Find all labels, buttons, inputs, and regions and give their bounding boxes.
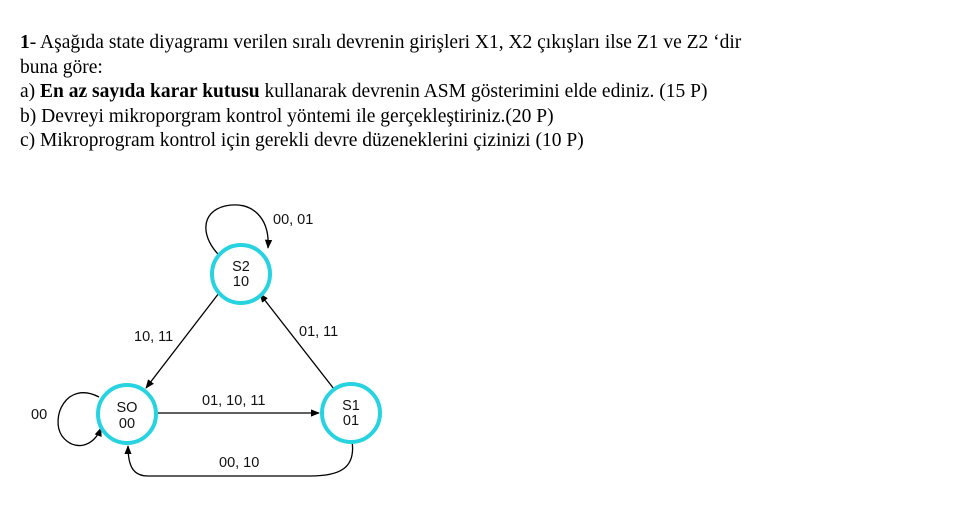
s0-to-s1-label: 01, 10, 11 <box>202 393 266 409</box>
state-s1-name: S1 <box>342 398 360 414</box>
state-s2-output: 10 <box>232 274 250 290</box>
s2-self-loop-label: 00, 01 <box>273 212 314 228</box>
s1-to-s2-arrow <box>260 294 334 389</box>
part-a-prefix: a) <box>20 81 41 102</box>
state-s0 <box>98 385 156 443</box>
s1-to-s2-label: 01, 11 <box>299 324 339 340</box>
question-number: 1 <box>20 32 30 53</box>
state-s1-output: 01 <box>342 413 360 429</box>
state-s0-output: 00 <box>118 416 136 432</box>
question-part-c: c) Mikroprogram kontrol için gerekli devre düzeneklerini çizinizi (10 P) <box>20 130 584 151</box>
s0-self-loop-label: 00 <box>31 407 48 423</box>
s2-to-s0-label: 10, 11 <box>134 329 174 345</box>
s1-to-s0-label: 00, 10 <box>219 455 260 471</box>
part-a-emphasis: En az sayıda karar kutusu <box>40 81 260 102</box>
state-s2 <box>212 245 270 303</box>
state-s2-name: S2 <box>232 259 250 275</box>
part-a-text: kullanarak devrenin ASM gösterimini elde ediniz. (15 P) <box>259 81 708 102</box>
state-s1 <box>322 384 380 442</box>
s0-self-loop-arrow <box>58 393 101 446</box>
question-part-b: b) Devreyi mikroporgram kontrol yöntemi ile gerçekleştiriniz.(20 P) <box>20 105 554 127</box>
state-s0-name: SO <box>116 400 138 416</box>
question-intro-text: - Aşağıda state diyagramı verilen sıralı devrenin girişleri X1, X2 çıkışları ilse Z1 ve Z2 ‘dir <box>29 32 742 53</box>
question-intro-line2: buna göre: <box>20 56 103 78</box>
